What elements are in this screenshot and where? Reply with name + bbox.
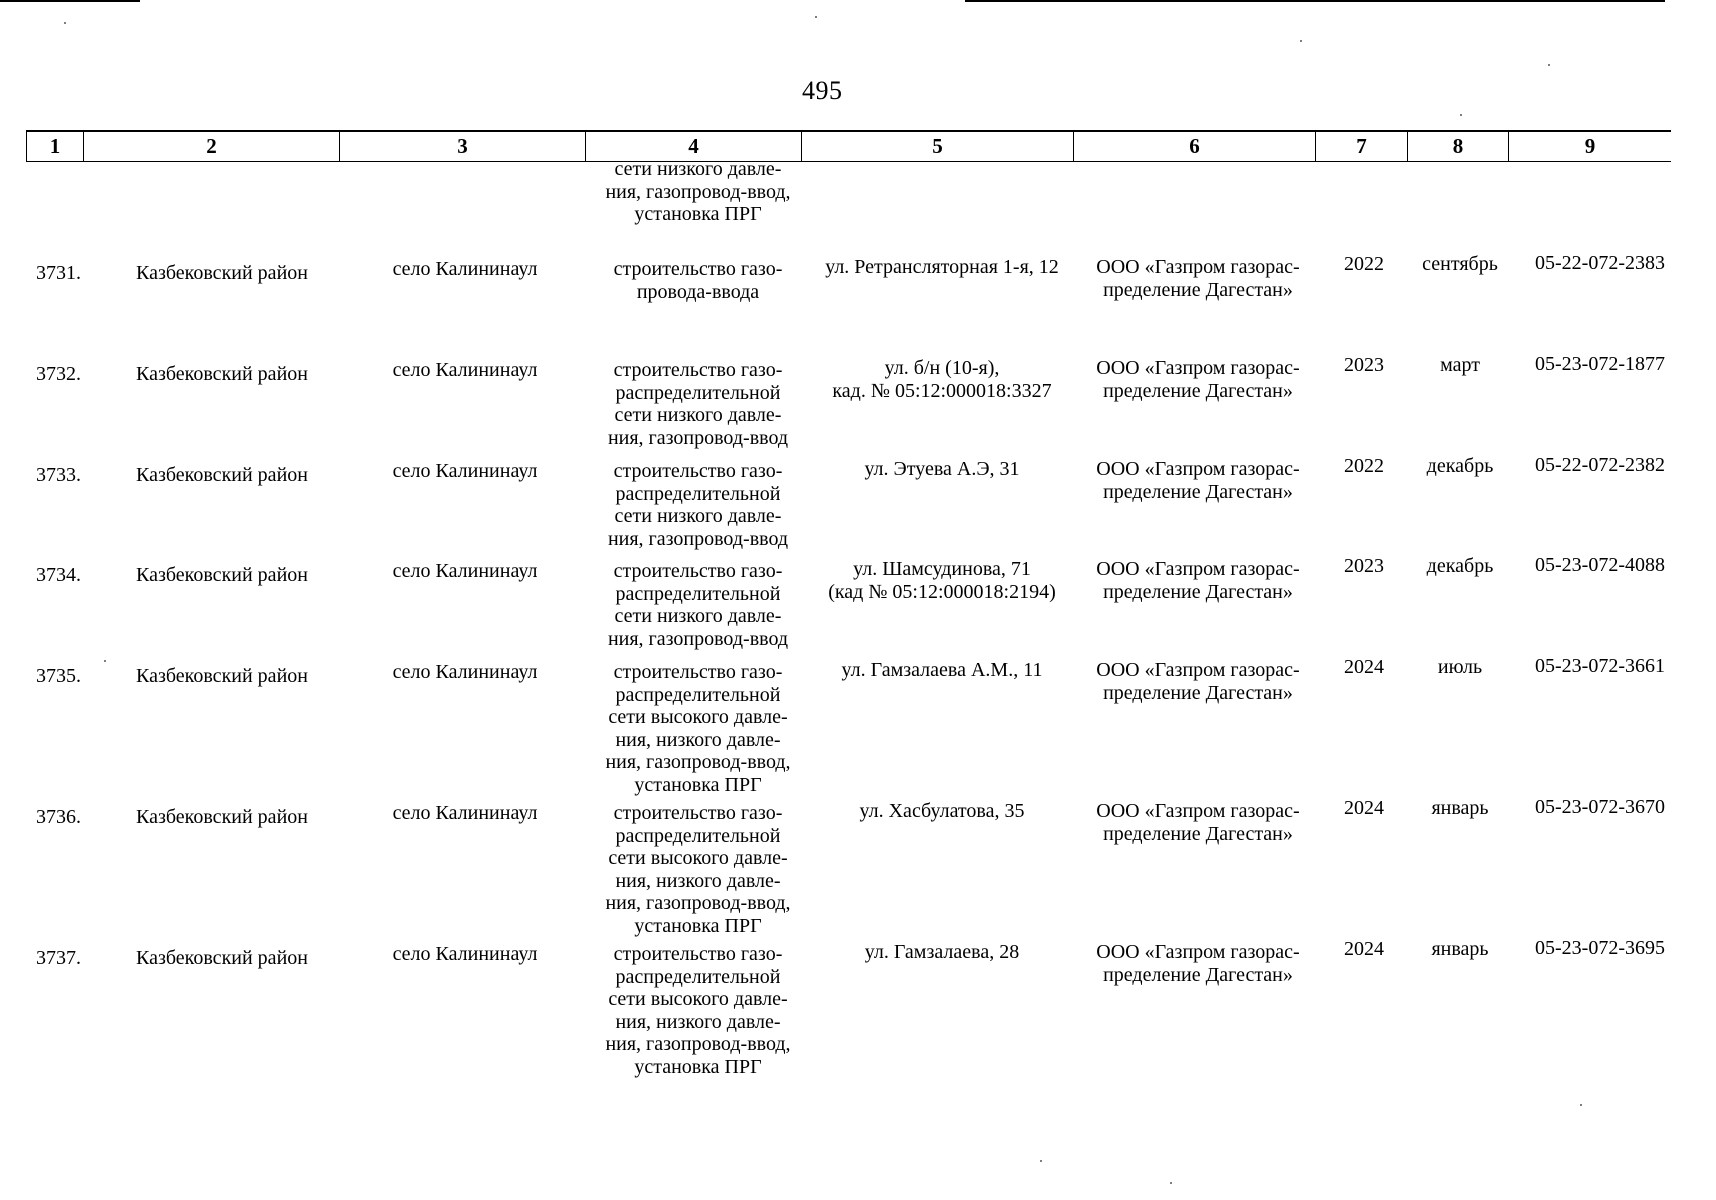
scan-speck xyxy=(1580,1104,1582,1106)
year-cell: 2022 xyxy=(1344,253,1384,275)
code-cell: 05-23-072-4088 xyxy=(1535,554,1665,576)
organization-cell-line: пределение Дагестан» xyxy=(1103,963,1293,986)
work-description-cell-line: сети высокого давле- xyxy=(608,988,788,1010)
work-description-cell-line: установка ПРГ xyxy=(634,1055,762,1078)
district-cell: Казбековский район xyxy=(136,262,308,284)
organization-cell-line: ООО «Газпром газорас- xyxy=(1096,357,1300,379)
work-description-cell-line: сети низкого давле- xyxy=(614,404,782,426)
work-description-cell-line: строительство газо- xyxy=(613,560,783,582)
work-description-cell xyxy=(588,359,808,449)
work-description-cell-line: провода-ввода xyxy=(636,280,760,303)
address-cell xyxy=(810,256,1074,279)
month-cell: июль xyxy=(1437,656,1483,678)
year-cell: 2023 xyxy=(1344,555,1384,577)
address-cell-line: ул. Этуева А.Э, 31 xyxy=(864,458,1020,480)
row-number: 3734. xyxy=(36,564,81,586)
work-description-cell xyxy=(588,560,808,650)
month-cell: январь xyxy=(1431,938,1489,960)
work-description-cell-line: строительство газо- xyxy=(613,943,783,965)
work-description-cell-line: ния, газопровод-ввод xyxy=(607,627,789,650)
organization-cell xyxy=(1076,659,1320,704)
column-header-2: 2 xyxy=(84,132,340,161)
work-description-cell-line: строительство газо- xyxy=(613,661,783,683)
organization-cell-line: ООО «Газпром газорас- xyxy=(1096,558,1300,580)
district-cell: Казбековский район xyxy=(136,464,308,486)
row-number: 3732. xyxy=(36,363,81,385)
code-cell: 05-23-072-3670 xyxy=(1535,796,1665,818)
scan-speck xyxy=(64,22,66,24)
year-cell: 2024 xyxy=(1344,938,1384,960)
locality-cell: село Калининаул xyxy=(392,560,538,582)
work-description-cell-line: строительство газо- xyxy=(613,802,783,824)
district-cell: Казбековский район xyxy=(136,564,308,586)
organization-cell xyxy=(1076,357,1320,402)
organization-cell-line: ООО «Газпром газорас- xyxy=(1096,256,1300,278)
work-description-cell-line: сети низкого давле- xyxy=(614,605,782,627)
work-description-cell xyxy=(588,661,808,796)
row-number: 3733. xyxy=(36,464,81,486)
code-cell: 05-22-072-2383 xyxy=(1535,252,1665,274)
top-edge-line-left xyxy=(0,0,140,2)
code-cell: 05-22-072-2382 xyxy=(1535,454,1665,476)
work-description-cell-line: ния, газопровод-ввод xyxy=(607,426,789,449)
code-cell: 05-23-072-1877 xyxy=(1535,353,1665,375)
scan-speck xyxy=(1300,40,1302,42)
work-description-cell xyxy=(588,258,808,303)
organization-cell-line: ООО «Газпром газорас- xyxy=(1096,800,1300,822)
code-cell: 05-23-072-3695 xyxy=(1535,937,1665,959)
address-cell-line: ул. Гамзалаева А.М., 11 xyxy=(841,659,1043,681)
work-description-cell-line: строительство газо- xyxy=(613,258,783,280)
organization-cell xyxy=(1076,458,1320,503)
address-cell xyxy=(810,800,1074,823)
organization-cell-line: ООО «Газпром газорас- xyxy=(1096,458,1300,480)
work-description-cell-line: ния, низкого давле- xyxy=(615,1010,781,1033)
code-cell: 05-23-072-3661 xyxy=(1535,655,1665,677)
table-header xyxy=(26,130,1671,162)
continued-work-cell xyxy=(588,158,808,226)
work-description-cell-line: сети высокого давле- xyxy=(608,706,788,728)
organization-cell xyxy=(1076,256,1320,301)
work-description-cell-line: строительство газо- xyxy=(613,359,783,381)
locality-cell: село Калининаул xyxy=(392,460,538,482)
organization-cell-line: пределение Дагестан» xyxy=(1103,580,1293,603)
organization-cell-line: пределение Дагестан» xyxy=(1103,278,1293,301)
address-cell-line: ул. Ретрансляторная 1-я, 12 xyxy=(825,256,1059,278)
work-description-cell-line: ния, низкого давле- xyxy=(615,869,781,892)
column-header-8: 8 xyxy=(1408,132,1509,161)
organization-cell-line: пределение Дагестан» xyxy=(1103,822,1293,845)
organization-cell xyxy=(1076,941,1320,986)
column-header-3: 3 xyxy=(340,132,586,161)
work-description-cell-line: ния, газопровод-ввод xyxy=(607,527,789,550)
continued-work-cell-line: установка ПРГ xyxy=(634,203,762,225)
column-header-1: 1 xyxy=(26,132,84,161)
address-cell-line: ул. Шамсудинова, 71 xyxy=(853,558,1031,580)
district-cell: Казбековский район xyxy=(136,947,308,969)
locality-cell: село Калининаул xyxy=(392,359,538,381)
scan-speck xyxy=(1170,1182,1172,1184)
organization-cell xyxy=(1076,558,1320,603)
locality-cell: село Калининаул xyxy=(392,943,538,965)
address-cell-line: ул. Гамзалаева, 28 xyxy=(864,941,1020,963)
locality-cell: село Калининаул xyxy=(392,802,538,824)
continued-work-cell-line: ния, газопровод-ввод, xyxy=(605,180,791,203)
continued-work-cell-line: сети низкого давле- xyxy=(614,158,782,180)
scan-speck xyxy=(1460,114,1462,116)
scan-speck xyxy=(1548,64,1550,66)
organization-cell-line: пределение Дагестан» xyxy=(1103,379,1293,402)
top-edge-line-right xyxy=(965,0,1665,2)
work-description-cell-line: распределительной xyxy=(615,482,781,505)
address-cell-line: кад. № 05:12:000018:3327 xyxy=(832,379,1052,402)
district-cell: Казбековский район xyxy=(136,665,308,687)
month-cell: декабрь xyxy=(1426,455,1494,477)
month-cell: декабрь xyxy=(1426,555,1494,577)
organization-cell xyxy=(1076,800,1320,845)
row-number: 3736. xyxy=(36,806,81,828)
work-description-cell-line: распределительной xyxy=(615,683,781,706)
work-description-cell-line: ния, газопровод-ввод, xyxy=(605,1033,791,1055)
organization-cell-line: пределение Дагестан» xyxy=(1103,681,1293,704)
work-description-cell-line: распределительной xyxy=(615,381,781,404)
address-cell xyxy=(810,558,1074,603)
scan-speck xyxy=(104,660,106,662)
organization-cell-line: ООО «Газпром газорас- xyxy=(1096,941,1300,963)
work-description-cell xyxy=(588,460,808,550)
work-description-cell xyxy=(588,802,808,937)
locality-cell: село Калининаул xyxy=(392,661,538,683)
work-description-cell-line: ния, низкого давле- xyxy=(615,728,781,751)
year-cell: 2024 xyxy=(1344,656,1384,678)
work-description-cell-line: распределительной xyxy=(615,824,781,847)
row-number: 3731. xyxy=(36,262,81,284)
year-cell: 2024 xyxy=(1344,797,1384,819)
address-cell xyxy=(810,357,1074,402)
work-description-cell-line: установка ПРГ xyxy=(634,773,762,796)
work-description-cell-line: установка ПРГ xyxy=(634,914,762,937)
year-cell: 2022 xyxy=(1344,455,1384,477)
address-cell-line: ул. Хасбулатова, 35 xyxy=(859,800,1025,822)
locality-cell: село Калининаул xyxy=(392,258,538,280)
work-description-cell-line: ния, газопровод-ввод, xyxy=(605,751,791,773)
row-number: 3737. xyxy=(36,947,81,969)
address-cell xyxy=(810,659,1074,682)
month-cell: сентябрь xyxy=(1422,253,1498,275)
year-cell: 2023 xyxy=(1344,354,1384,376)
address-cell xyxy=(810,458,1074,481)
district-cell: Казбековский район xyxy=(136,363,308,385)
address-cell xyxy=(810,941,1074,964)
work-description-cell-line: сети высокого давле- xyxy=(608,847,788,869)
column-header-6: 6 xyxy=(1074,132,1316,161)
organization-cell-line: пределение Дагестан» xyxy=(1103,480,1293,503)
work-description-cell-line: распределительной xyxy=(615,582,781,605)
column-header-9: 9 xyxy=(1584,134,1596,158)
organization-cell-line: ООО «Газпром газорас- xyxy=(1096,659,1300,681)
work-description-cell-line: строительство газо- xyxy=(613,460,783,482)
page-number: 495 xyxy=(802,76,843,105)
column-header-7: 7 xyxy=(1316,132,1408,161)
work-description-cell-line: распределительной xyxy=(615,965,781,988)
work-description-cell xyxy=(588,943,808,1078)
month-cell: январь xyxy=(1431,797,1489,819)
scan-speck xyxy=(1040,1160,1042,1162)
row-number: 3735. xyxy=(36,665,81,687)
district-cell: Казбековский район xyxy=(136,806,308,828)
column-header-5: 5 xyxy=(802,132,1074,161)
column-header-4: 4 xyxy=(586,132,802,161)
work-description-cell-line: сети низкого давле- xyxy=(614,505,782,527)
address-cell-line: ул. б/н (10-я), xyxy=(884,357,1000,379)
month-cell: март xyxy=(1440,354,1480,376)
address-cell-line: (кад № 05:12:000018:2194) xyxy=(828,580,1056,603)
scan-speck xyxy=(815,16,817,18)
work-description-cell-line: ния, газопровод-ввод, xyxy=(605,892,791,914)
